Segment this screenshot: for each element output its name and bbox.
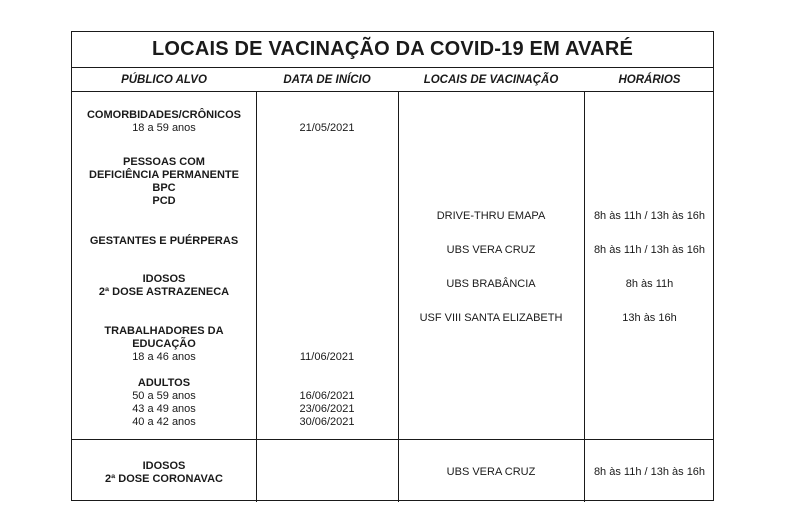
group-adultos (72, 377, 256, 429)
group-age: 18 a 59 anos (132, 122, 196, 134)
header-publico-alvo: PÚBLICO ALVO (121, 73, 207, 86)
group-line: PCD (152, 195, 176, 207)
date-value: 16/06/2021 (299, 390, 355, 402)
group-line: PESSOAS COM (123, 156, 205, 168)
header-horarios: HORÁRIOS (618, 73, 681, 86)
header-divider (72, 91, 713, 92)
hours-ubs-brabancia: 8h às 11h (625, 278, 674, 290)
group-idosos-astrazeneca (72, 273, 256, 299)
location-ubs-brabancia: UBS BRABÂNCIA (446, 278, 536, 290)
group-age: 40 a 42 anos (132, 416, 196, 428)
date-adultos (256, 390, 398, 429)
location-usf-viii-santa-elizabeth: USF VIII SANTA ELIZABETH (419, 312, 563, 324)
group-comorbidades (72, 109, 256, 135)
group-line: IDOSOS (142, 273, 186, 285)
column-divider-3 (584, 91, 585, 502)
date-value: 30/06/2021 (299, 416, 355, 428)
group-line: BPC (152, 182, 176, 194)
group-deficiencia (72, 156, 256, 208)
group-line: 2ª DOSE CORONAVAC (105, 473, 223, 485)
hours-drive-thru-emapa: 8h às 11h / 13h às 16h (593, 210, 706, 222)
hours-coronavac: 8h às 11h / 13h às 16h (593, 466, 706, 478)
group-line: EDUCAÇÃO (132, 338, 196, 350)
group-name: ADULTOS (137, 377, 191, 389)
group-gestantes (72, 235, 256, 248)
group-age: 50 a 59 anos (132, 390, 196, 402)
location-coronavac: UBS VERA CRUZ (446, 466, 536, 478)
date-comorbidades: 21/05/2021 (299, 122, 355, 134)
group-line: IDOSOS (142, 460, 186, 472)
group-trabalhadores (72, 325, 256, 364)
group-idosos-coronavac (72, 460, 256, 486)
group-line: DEFICIÊNCIA PERMANENTE (89, 169, 239, 181)
column-divider-2 (398, 91, 399, 502)
group-name: GESTANTES E PUÉRPERAS (89, 235, 239, 247)
date-trabalhadores: 11/06/2021 (299, 351, 355, 363)
group-line: TRABALHADORES DA (104, 325, 224, 337)
group-age: 43 a 49 anos (132, 403, 196, 415)
location-drive-thru-emapa: DRIVE-THRU EMAPA (436, 210, 546, 222)
location-ubs-vera-cruz: UBS VERA CRUZ (446, 244, 536, 256)
group-line: 2ª DOSE ASTRAZENECA (98, 286, 230, 298)
table-title: LOCAIS DE VACINAÇÃO DA COVID-19 EM AVARÉ (72, 32, 713, 68)
hours-ubs-vera-cruz: 8h às 11h / 13h às 16h (593, 244, 706, 256)
column-divider-1 (256, 91, 257, 502)
group-name: COMORBIDADES/CRÔNICOS (86, 109, 241, 121)
group-age: 18 a 46 anos (132, 351, 196, 363)
hours-usf-viii-santa-elizabeth: 13h às 16h (622, 312, 677, 324)
section-divider (72, 439, 713, 440)
date-value: 23/06/2021 (299, 403, 355, 415)
vaccination-table (71, 31, 714, 501)
header-locais: LOCAIS DE VACINAÇÃO (423, 73, 559, 86)
header-data-inicio: DATA DE INÍCIO (283, 73, 371, 86)
